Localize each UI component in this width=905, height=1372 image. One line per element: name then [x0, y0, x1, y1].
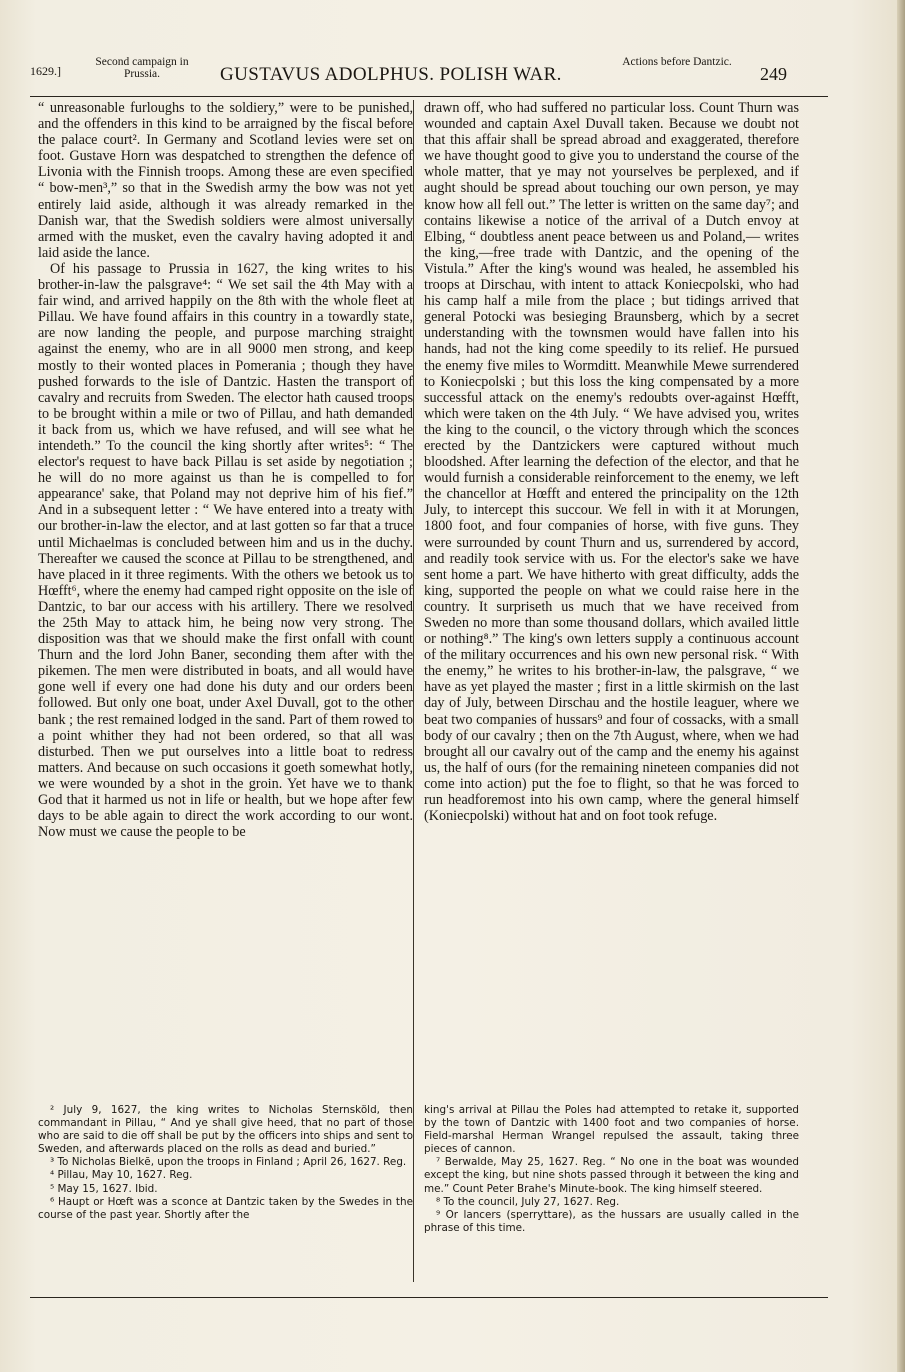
column-divider [413, 100, 414, 1282]
paragraph: Of his passage to Prussia in 1627, the king writes to his brother-in-law the palsgrave⁴: “ We set sail the 4th May with a fair wind, and arrived happily on the 8th with the whole fleet at Pillau. We have found affairs in this country in a towardly state, are now landing the people, and purpose marching straight against the enemy, who are in all 9000 men strong, and keep mostly to their wonted places in Pomerania ; though they have pushed forwards to the isle of Dantzic. Hasten the transport of cavalry and recruits from Sweden. The elector hath caused troops to be brought within a mile or two of Pillau, and hath demanded it back from us, which we have refused, and will see what he intendeth.” To the council the king shortly after writes⁵: “ The elector's request to have back Pillau is set aside by negotiation ; he will do no more against us than he is compelled to for appearance' sake, that Poland may not deprive him of his fief.” And in a subsequent letter : “ We have entered into a treaty with our brother-in-law the elector, and at last gotten so far that a truce until Michaelmas is concluded between him and us in the duchy. Thereafter we caused the sconce at Pillau to be strengthened, and have placed in it three regiments. With the others we betook us to Hœfft⁶, where the enemy had camped right opposite on the isle of Dantzic, to bar our access with his artillery. There we resolved the 25th May to attack him, he being now very strong. The disposition was that we should make the first onfall with count Thurn and the lord John Baner, seconding them after with the pikemen. The men were distributed in boats, and all would have gone well if every one had done his duty and our orders been followed. But only one boat, under Axel Duvall, got to the other bank ; the rest remained lodged in the sand. Part of them rowed to a point whither they had not been ordered, so that all was disturbed. Then we put ourselves into a little boat to redress matters. And because on such occasions it goeth somewhat hotly, we were wounded by a shot in the groin. Yet have we to thank God that it harmed us not in life or health, but we hope after few days to be able again to direct the work according to our wont. Now must we cause the people to be [38, 260, 413, 841]
left-column [38, 100, 413, 840]
header-left-note: Second campaign in Prussia. [95, 56, 189, 80]
footer-rule [30, 1297, 828, 1298]
header-title: GUSTAVUS ADOLPHUS. POLISH WAR. [220, 64, 562, 85]
header-right-note: Actions before Dantzic. [622, 56, 732, 68]
footnote: ⁴ Pillau, May 10, 1627. Reg. [50, 1169, 193, 1182]
footnote: ² July 9, 1627, the king writes to Nicholas Sternsköld, then commandant in Pillau, “ And ye shall give heed, that no part of those who are said to die off shall be put by the officers into ships and sent to Sweden, and afterwards placed on the rolls as dead and buried.” [38, 1104, 413, 1156]
running-header [30, 52, 828, 94]
footnote: ⁶ Haupt or Hœft was a sconce at Dantzic taken by the Swedes in the course of the past year. Shortly after the [38, 1195, 413, 1221]
page-edge [897, 0, 905, 1372]
header-rule [30, 96, 828, 97]
paragraph: “ unreasonable furloughs to the soldiery,” were to be punished, and the offenders in this kind to be arraigned by the fiscal before the palace court². In Germany and Scotland levies were set on foot. Gustave Horn was despatched to strengthen the defence of Livonia with the Finnish troops. Among these are even specified “ bow-men³,” so that in the Swedish army the bow was not yet entirely laid aside, although it was already remarked in the Danish war, that the Swedish soldiers were almost universally armed with the musket, even the cavalry having adopted it and laid aside the lance. [38, 100, 413, 261]
page-number: 249 [760, 64, 787, 84]
footnote: ³ To Nicholas Bielkē, upon the troops in Finland ; April 26, 1627. Reg. [50, 1156, 407, 1169]
footnotes-right [424, 1104, 799, 1235]
paragraph: drawn off, who had suffered no particular loss. Count Thurn was wounded and captain Axel Duvall taken. Because we doubt not that this affair shall be spread abroad and exaggerated, therefore we have thought good to give you to understand the course of the whole matter, that ye may not yourselves be perplexed, and if aught should be spread about touching our own person, ye may know how all fell out.” The letter is written on the same day⁷; and contains likewise a notice of the arrival of a Dutch envoy at Elbing, “ doubtless anent peace between us and Poland,— writes the king,—free trade with Dantzic, and the opening of the Vistula.” After the king's wound was healed, he assembled his troops at Dirschau, with intent to attack Koniecpolski, who had his camp half a mile from the place ; but tidings arrived that general Potocki was besieging Braunsberg, which by a secret understanding with the townsmen would have fallen into his hands, had not the king come speedily to its relief. He pursued the enemy five miles to Wormditt. Meanwhile Mewe surrendered to Koniecpolski ; but this loss the king compensated by a more successful attack on the enemy's redoubts over-against Hœfft, which were taken on the 4th July. “ We have advised you, writes the king to the council, o the victory through which the sconces erected by the Dantzickers were captured without much bloodshed. After learning the defection of the elector, and that he would furnish a considerable reinforcement to the enemy, we left the chancellor at Hœfft and entered the principality on the 12th July, to intercept this succour. We fell in with it at Morungen, 1800 foot, and four companies of horse, with five guns. They were surrounded by count Thurn and us, surrendered by accord, and readily took service with us. For the elector's sake we have sent home a part. We have hitherto with great difficulty, adds the king, supported the people on what we could raise here in the country. It surpriseth us much that we have received from Sweden no more than some thousand dollars, which availed little or nothing⁸.” The king's own letters supply a continuous account of the military occurrences and his own new personal risk. “ With the enemy,” he writes to his brother-in-law, the palsgrave, “ we have as yet played the master ; first in a little skirmish on the last day of July, between Dirschau and the hostile leaguer, where we beat two companies of hussars⁹ and four of cossacks, with a small body of our cavalry ; then on the 7th August, where, when we had brought all our cavalry out of the camp and the enemy his against us, the half of ours (for the remaining nineteen companies did not come into action) put the foe to flight, so that he was forced to run headforemost into his own camp, where the general himself (Koniecpolski) without hat and on foot took refuge. [424, 100, 799, 825]
footnote: ⁸ To the council, July 27, 1627. Reg. [436, 1195, 620, 1208]
header-year: 1629.] [30, 64, 61, 78]
footnote: ⁹ Or lancers (sperryttare), as the hussars are usually called in the phrase of this time. [424, 1208, 799, 1234]
footnote: ⁷ Berwalde, May 25, 1627. Reg. “ No one in the boat was wounded except the king, but nine shots passed through it between the king and me.” Count Peter Brahe's Minute-book. The king himself steered. [424, 1156, 799, 1195]
footnotes-left [38, 1104, 413, 1222]
right-column [424, 100, 799, 824]
footnote: king's arrival at Pillau the Poles had attempted to retake it, supported by the town of Dantzic with 1400 foot and two companies of horse. Field-marshal Herman Wrangel repulsed the assault, taking three pieces of cannon. [424, 1104, 799, 1156]
footnote: ⁵ May 15, 1627. Ibid. [50, 1182, 158, 1195]
